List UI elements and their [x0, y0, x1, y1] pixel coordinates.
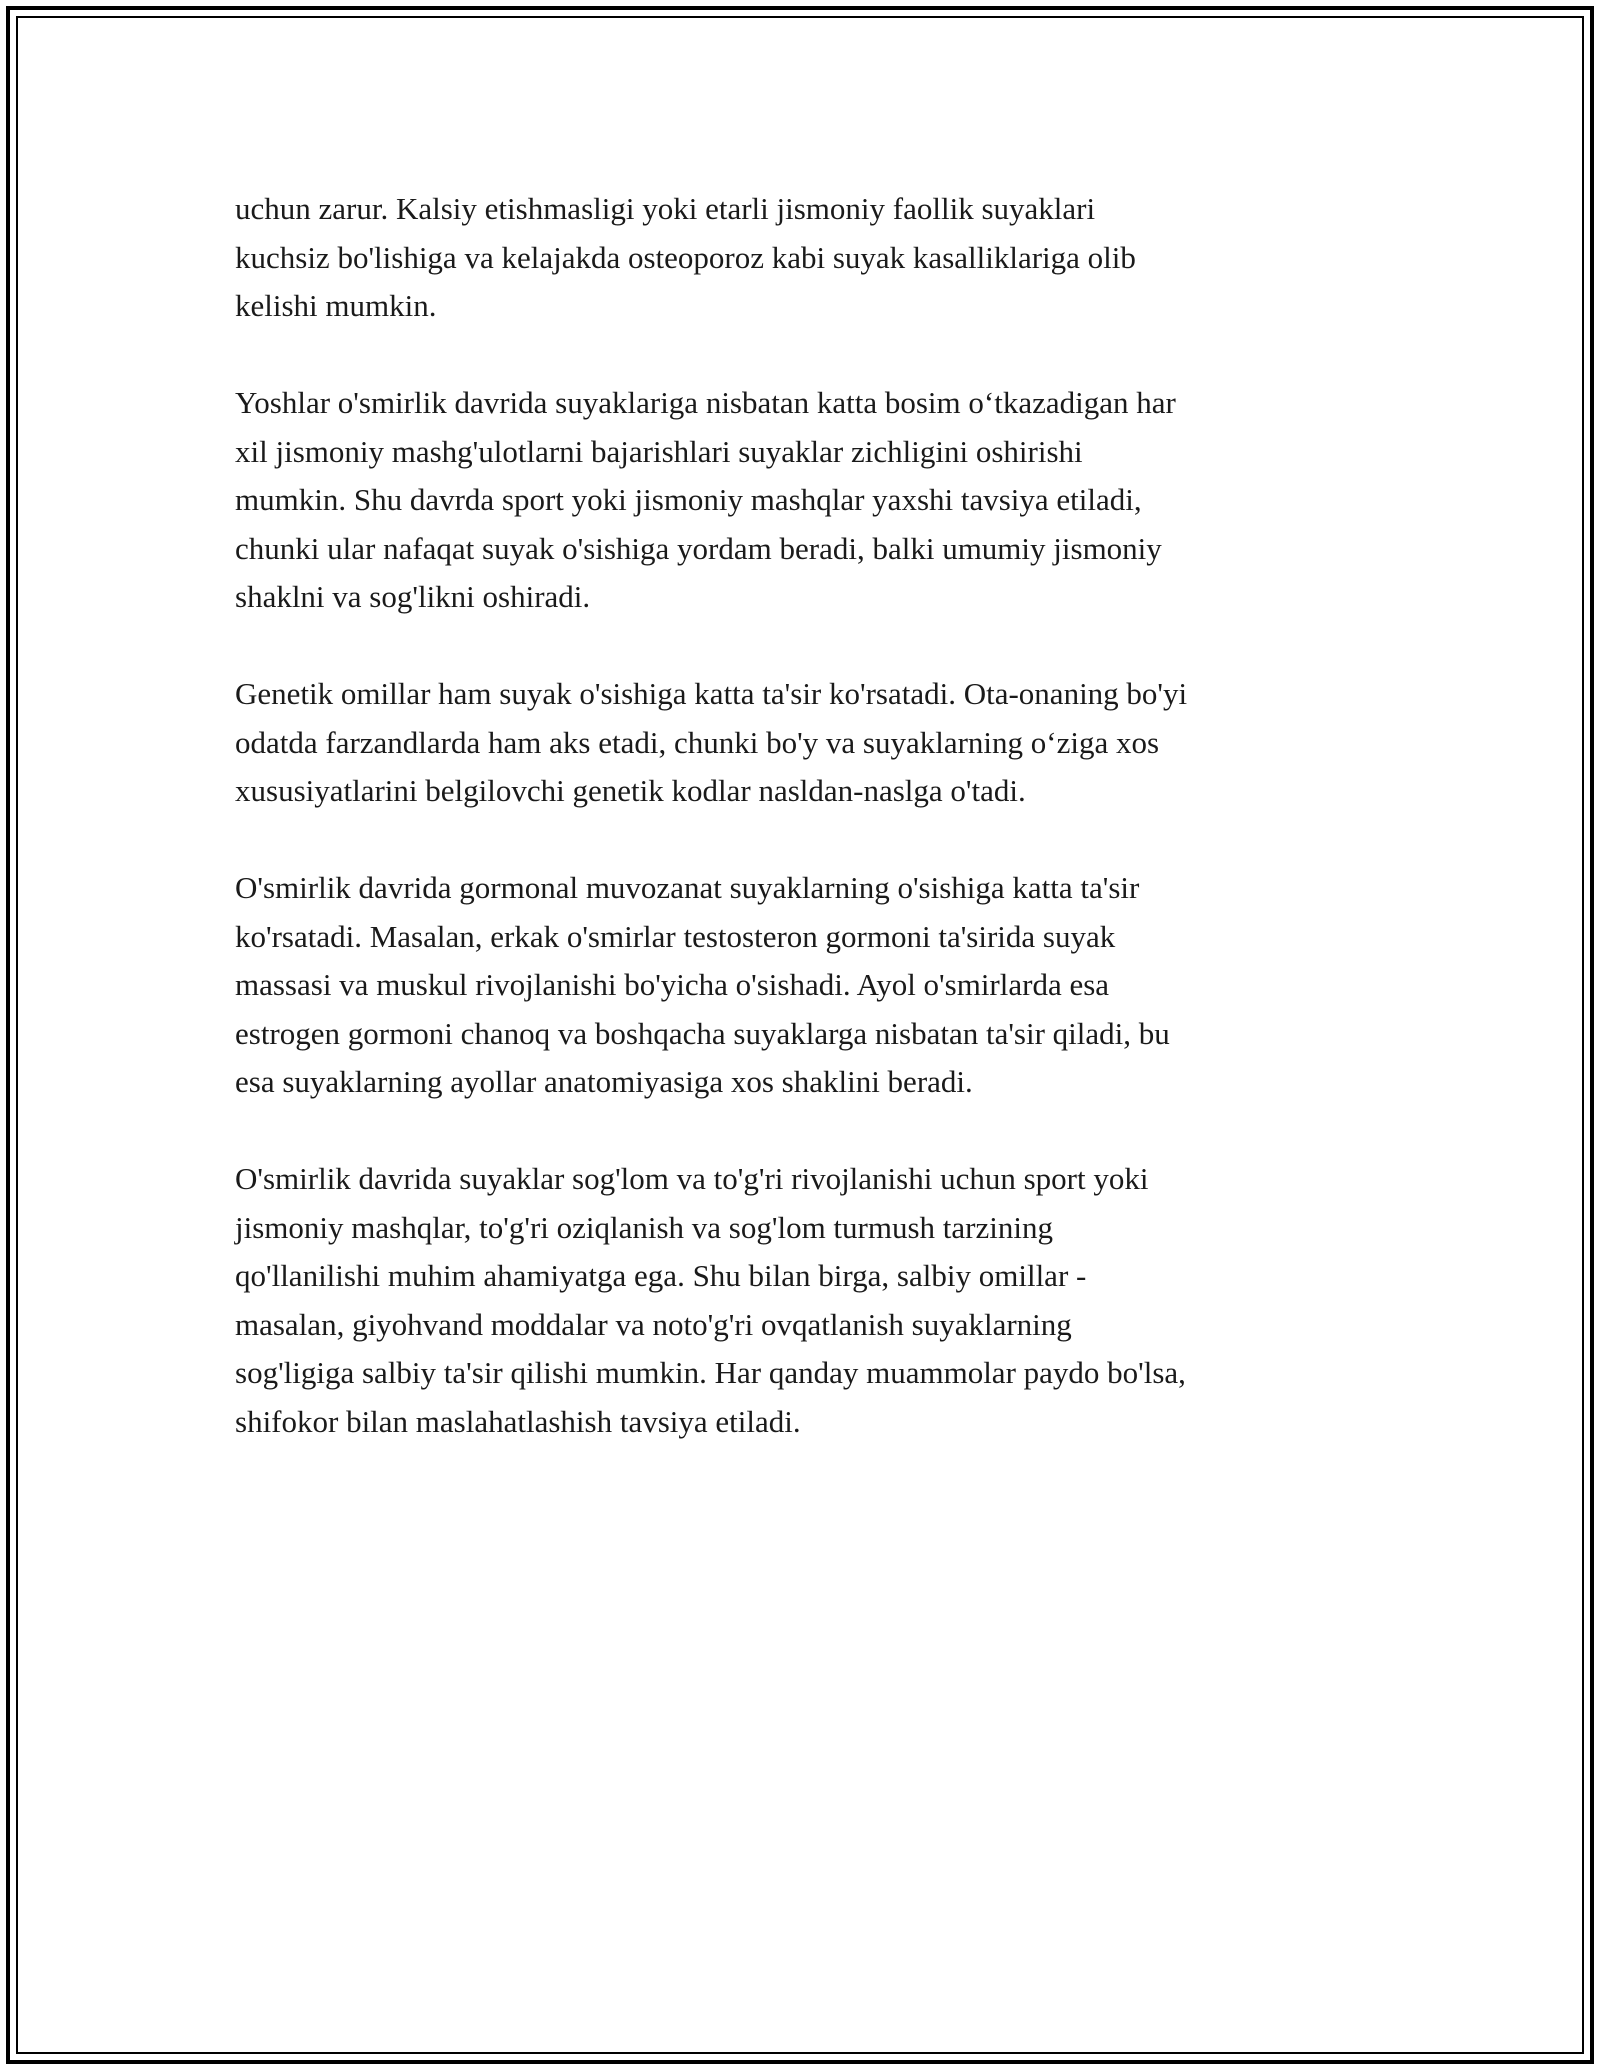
paragraph: Yoshlar o'smirlik davrida suyaklariga nisbatan katta bosim o‘tkazadigan har xil jismoniy mashg'ulotlarni bajarishlari suyaklar zichligini oshirishi mumkin. Shu davrda sport yoki jismoniy mashqlar yaxshi tavsiya etiladi, chunki ular nafaqat suyak o'sishiga yordam beradi, balki umumiy jismoniy shaklni va sog'likni oshiradi. [235, 385, 1176, 614]
paragraph: uchun zarur. Kalsiy etishmasligi yoki etarli jismoniy faollik suyaklari kuchsiz bo'lishiga va kelajakda osteoporoz kabi suyak kasalliklariga olib kelishi mumkin. [235, 191, 1136, 323]
paragraph: O'smirlik davrida suyaklar sog'lom va to'g'ri rivojlanishi uchun sport yoki jismoniy mashqlar, to'g'ri oziqlanish va sog'lom turmush tarzining qo'llanilishi muhim ahamiyatga ega. Shu bilan birga, salbiy omillar - masalan, giyohvand moddalar va noto'g'ri ovqatlanish suyaklarning sog'ligiga salbiy ta'sir qilishi mumkin. Har qanday muammolar paydo bo'lsa, shifokor bilan maslahatlashish tavsiya etiladi. [235, 1161, 1186, 1439]
paragraph: Genetik omillar ham suyak o'sishiga katta ta'sir ko'rsatadi. Ota-onaning bo'yi odatda farzandlarda ham aks etadi, chunki bo'y va suyaklarning o‘ziga xos xususiyatlarini belgilovchi genetik kodlar nasldan-naslga o'tadi. [235, 676, 1188, 808]
document-body [235, 185, 1385, 1495]
paragraph: O'smirlik davrida gormonal muvozanat suyaklarning o'sishiga katta ta'sir ko'rsatadi. Masalan, erkak o'smirlar testosteron gormoni ta'sirida suyak massasi va muskul rivojlanishi bo'yicha o'sishadi. Ayol o'smirlarda esa estrogen gormoni chanoq va boshqacha suyaklarga nisbatan ta'sir qiladi, bu esa suyaklarning ayollar anatomiyasiga xos shaklini beradi. [235, 870, 1170, 1099]
